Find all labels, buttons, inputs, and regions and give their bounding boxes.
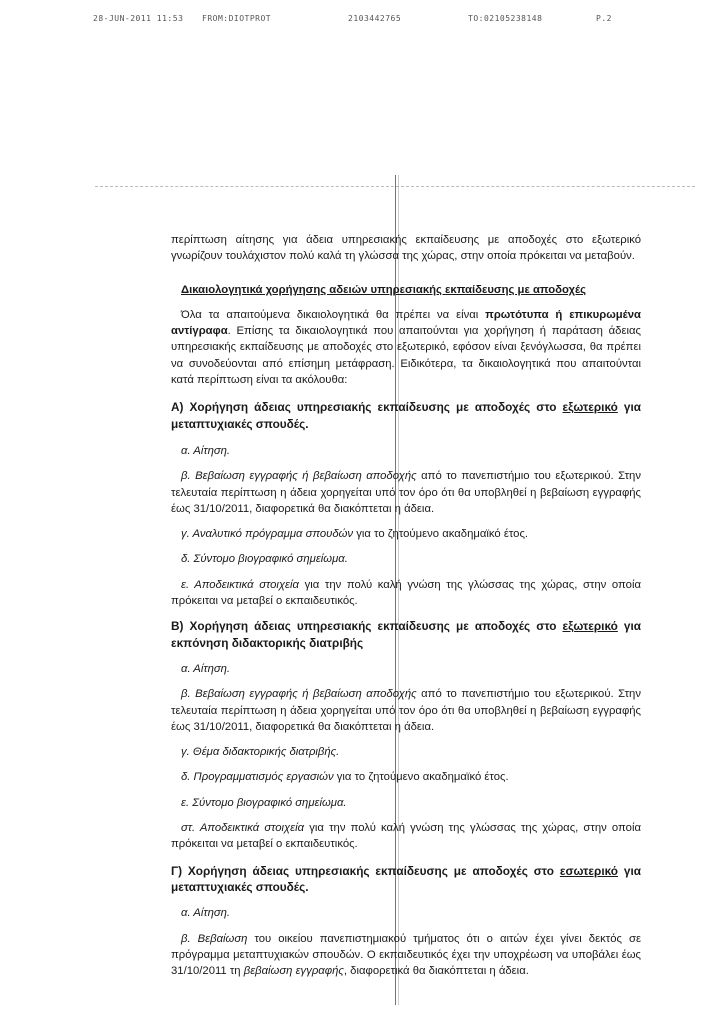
section-b-title: Β) Χορήγηση άδειας υπηρεσιακής εκπαίδευσης με αποδοχές στο εξωτερικό για εκπόνηση διδακτορικής διατριβής	[171, 619, 641, 650]
section-c-item-a: α. Αίτηση.	[181, 907, 231, 920]
fax-datetime: 28-JUN-2011 11:53	[93, 14, 184, 23]
section-c-item-b: β. Βεβαίωση του οικείου πανεπιστημιακού τμήματος ότι ο αιτών έχει γίνει δεκτός σε πρόγραμμα μεταπτυχιακών σπουδών. Ο εκπαιδευτικός έχει την υποχρέωση να υποβάλει έως 31/10/2011 τη βεβαίωση εγγραφής, διαφορετικά θα διακόπτεται η άδεια.	[171, 932, 641, 978]
general-paragraph: Όλα τα απαιτούμενα δικαιολογητικά θα πρέπει να είναι πρωτότυπα ή επικυρωμένα αντίγραφα. Επίσης τα δικαιολογητικά που απαιτούνται για χορήγηση ή παράταση άδειας υπηρεσιακής εκπαίδευσης με αποδοχές στο εξωτερικό, εφόσον είναι ξενόγλωσσα, θα πρέπει να συνοδεύονται από επίσημη μετάφραση. Ειδικότερα, τα δικαιολογητικά που απαιτούνται κατά περίπτωση είναι τα ακόλουθα:	[171, 308, 641, 387]
section-a-title: Α) Χορήγηση άδειας υπηρεσιακής εκπαίδευσης με αποδοχές στο εξωτερικό για μεταπτυχιακές σπουδές.	[171, 400, 641, 431]
document-body	[171, 232, 641, 979]
fax-page: P.2	[596, 14, 612, 23]
section-b-item-a: α. Αίτηση.	[181, 662, 231, 675]
section-a-item-c: γ. Αναλυτικό πρόγραμμα σπουδών για το ζητούμενο ακαδημαϊκό έτος.	[181, 528, 529, 541]
section-b-item-e: ε. Σύντομο βιογραφικό σημείωμα.	[181, 796, 347, 809]
fax-from: FROM:DIOTPROT	[202, 14, 272, 23]
section-a-item-e: ε. Αποδεικτικά στοιχεία για την πολύ καλή γνώση της γλώσσας της χώρας, στην οποία πρόκειται να μεταβεί ο εκπαιδευτικός.	[171, 578, 642, 608]
section-b-item-f: στ. Αποδεικτικά στοιχεία για την πολύ καλή γνώση της γλώσσας της χώρας, στην οποία πρόκειται να μεταβεί ο εκπαιδευτικός.	[171, 822, 641, 851]
section-b-item-c: γ. Θέμα διδακτορικής διατριβής.	[181, 746, 340, 759]
section-b-item-d: δ. Προγραμματισμός εργασιών για το ζητούμενο ακαδημαϊκό έτος.	[181, 771, 509, 784]
section-heading: Δικαιολογητικά χορήγησης αδειών υπηρεσιακής εκπαίδευσης με αποδοχές	[181, 283, 586, 296]
fax-number: 2103442765	[348, 14, 402, 23]
section-a-item-d: δ. Σύντομο βιογραφικό σημείωμα.	[181, 553, 348, 566]
intro-paragraph: περίπτωση αίτησης για άδεια υπηρεσιακής εκπαίδευσης με αποδοχές στο εξωτερικό γνωρίζουν τουλάχιστον πολύ καλά τη γλώσσα της χώρας, στην οποία πρόκειται να μεταβούν.	[171, 234, 641, 263]
fax-to: TO:02105238148	[468, 14, 543, 23]
section-a-item-b: β. Βεβαίωση εγγραφής ή βεβαίωση αποδοχής από το πανεπιστήμιο του εξωτερικού. Στην τελευταία περίπτωση η άδεια χορηγείται υπό τον όρο ότι θα υποβληθεί η βεβαίωση εγγραφής έως 31/10/2011, διαφορετικά θα διακόπτεται η άδεια.	[171, 470, 641, 515]
section-b-item-b: β. Βεβαίωση εγγραφής ή βεβαίωση αποδοχής από το πανεπιστήμιο του εξωτερικού. Στην τελευταία περίπτωση η άδεια χορηγείται υπό τον όρο ότι θα υποβληθεί η βεβαίωση εγγραφής έως 31/10/2011, διαφορετικά θα διακόπτεται η άδεια.	[171, 688, 641, 733]
section-c-title: Γ) Χορήγηση άδειας υπηρεσιακής εκπαίδευσης με αποδοχές στο εσωτερικό για μεταπτυχιακές σπουδές.	[171, 863, 641, 894]
section-a-item-a: α. Αίτηση.	[181, 444, 231, 457]
